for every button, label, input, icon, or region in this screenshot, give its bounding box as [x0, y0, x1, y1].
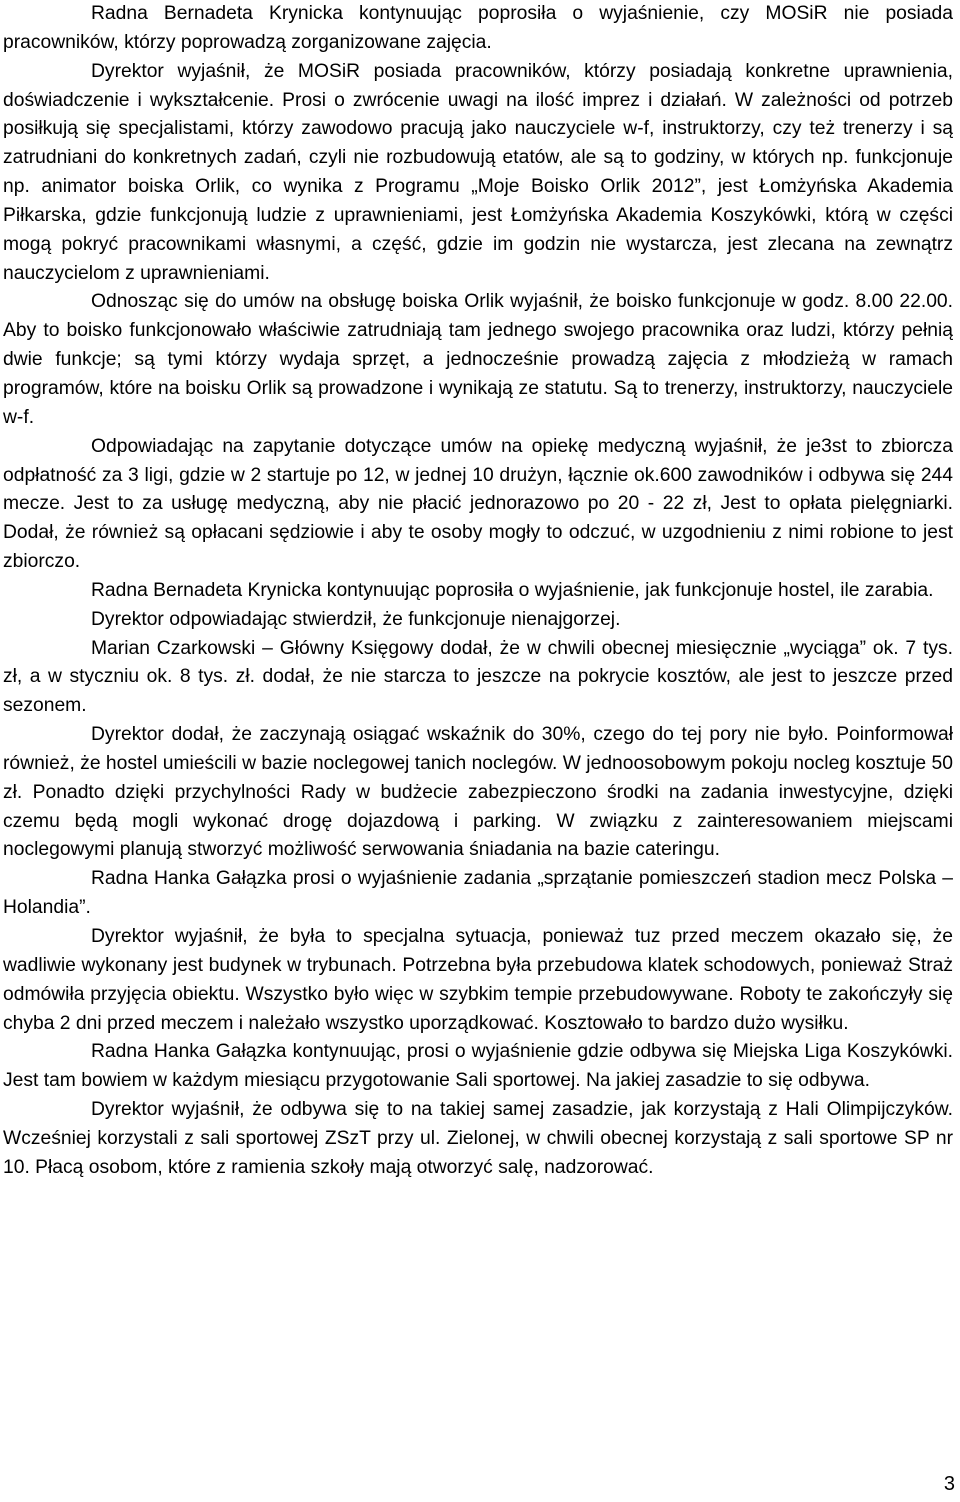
paragraph: Odnosząc się do umów na obsługę boiska Orlik wyjaśnił, że boisko funkcjonuje w godz. 8.00 22.00. Aby to boisko funkcjonowało właściwie zatrudniają tam jednego swojego pracownika oraz ludzi, którzy pełnią dwie funkcje; są tymi którzy wydaja sprzęt, a jednocześnie prowadzą zajęcia z młodzieżą w ramach programów, które na boisku Orlik są prowadzone i wynikają ze statutu. Są to trenerzy, instruktorzy, nauczyciele w-f.	[3, 291, 953, 428]
paragraph: Dyrektor dodał, że zaczynają osiągać wskaźnik do 30%, czego do tej pory nie było. Poinformował również, że hostel umieścili w bazie noclegowej tanich noclegów. W jednoosobowym pokoju nocleg kosztuje 50 zł. Ponadto dzięki przychylności Rady w budżecie zabezpieczono środki na zadania inwestycyjne, dzięki czemu będą mogli wykonać drogę dojazdową i parking. W związku z zainteresowaniem miejscami noclegowymi planują stworzyć możliwość serwowania śniadania na bazie cateringu.	[3, 724, 953, 861]
paragraph: Dyrektor wyjaśnił, że była to specjalna sytuacja, ponieważ tuz przed meczem okazało się, że wadliwie wykonany jest budynek w trybunach. Potrzebna była przebudowa klatek schodowych, ponieważ Straż odmówiła przyjęcia obiektu. Wszystko było więc w szybkim tempie przebudowywane. Roboty te zakończyły się chyba 2 dni przed meczem i należało wszystko uporządkować. Kosztowało to bardzo dużo wysiłku.	[3, 926, 953, 1034]
document-body	[3, 0, 953, 1183]
paragraph: Dyrektor odpowiadając stwierdził, że funkcjonuje nienajgorzej.	[91, 608, 621, 630]
paragraph: Radna Hanka Gałązka prosi o wyjaśnienie zadania „sprzątanie pomieszczeń stadion mecz Polska – Holandia”.	[3, 868, 953, 919]
paragraph: Odpowiadając na zapytanie dotyczące umów na opiekę medyczną wyjaśnił, że je3st to zbiorcza odpłatność za 3 ligi, gdzie w 2 startuje po 12, w jednej 10 drużyn, łącznie ok.600 zawodników i odbywa się 244 mecze. Jest to za usługę medyczną, aby nie płacić jednorazowo po 20 - 22 zł, Jest to opłata pielęgniarki. Dodał, że również są opłacani sędziowie i aby te osoby mogły to odczuć, w uzgodnieniu z nimi robione to jest zbiorczo.	[3, 435, 953, 573]
paragraph: Radna Bernadeta Krynicka kontynuując poprosiła o wyjaśnienie, jak funkcjonuje hostel, ile zarabia.	[91, 579, 934, 601]
paragraph: Marian Czarkowski – Główny Księgowy dodał, że w chwili obecnej miesięcznie „wyciąga” ok. 7 tys. zł, a w styczniu ok. 8 tys. zł. dodał, że nie starcza to jeszcze na pokrycie kosztów, ale jest to jeszcze przed sezonem.	[3, 637, 953, 717]
paragraph: Radna Hanka Gałązka kontynuując, prosi o wyjaśnienie gdzie odbywa się Miejska Liga Koszykówki. Jest tam bowiem w każdym miesiącu przygotowanie Sali sportowej. Na jakiej zasadzie to się odbywa.	[3, 1041, 953, 1092]
paragraph: Radna Bernadeta Krynicka kontynuując poprosiła o wyjaśnienie, czy MOSiR nie posiada pracowników, którzy poprowadzą zorganizowane zajęcia.	[3, 3, 953, 53]
paragraph: Dyrektor wyjaśnił, że odbywa się to na takiej samej zasadzie, jak korzystają z Hali Olimpijczyków. Wcześniej korzystali z sali sportowej ZSzT przy ul. Zielonej, w chwili obecnej korzystają z sali sportowe SP nr 10. Płacą osobom, które z ramienia szkoły mają otworzyć salę, nadzorować.	[3, 1099, 953, 1178]
paragraph: Dyrektor wyjaśnił, że MOSiR posiada pracowników, którzy posiadają konkretne uprawnienia, doświadczenie i wykształcenie. Prosi o zwrócenie uwagi na ilość imprez i działań. W zależności od potrzeb posiłkują się specjalistami, którzy zawodowo pracują jako nauczyciele w-f, instruktorzy, czy też trenerzy i są zatrudniani do konkretnych zadań, czyli nie rozbudowują etatów, ale są to godziny, w których np. funkcjonuje np. animator boiska Orlik, co wynika z Programu „Moje Boisko Orlik 2012”, jest Łomżyńska Akademia Piłkarska, gdzie funkcjonują ludzie z uprawnieniami, jest Łomżyńska Akademia Koszykówki, którą w części mogą pokryć pracownikami własnymi, a część, gdzie im godzin nie wystarcza, jest zlecana na zewnątrz nauczycielom z uprawnieniami.	[3, 60, 953, 284]
page-number: 3	[943, 1473, 955, 1495]
